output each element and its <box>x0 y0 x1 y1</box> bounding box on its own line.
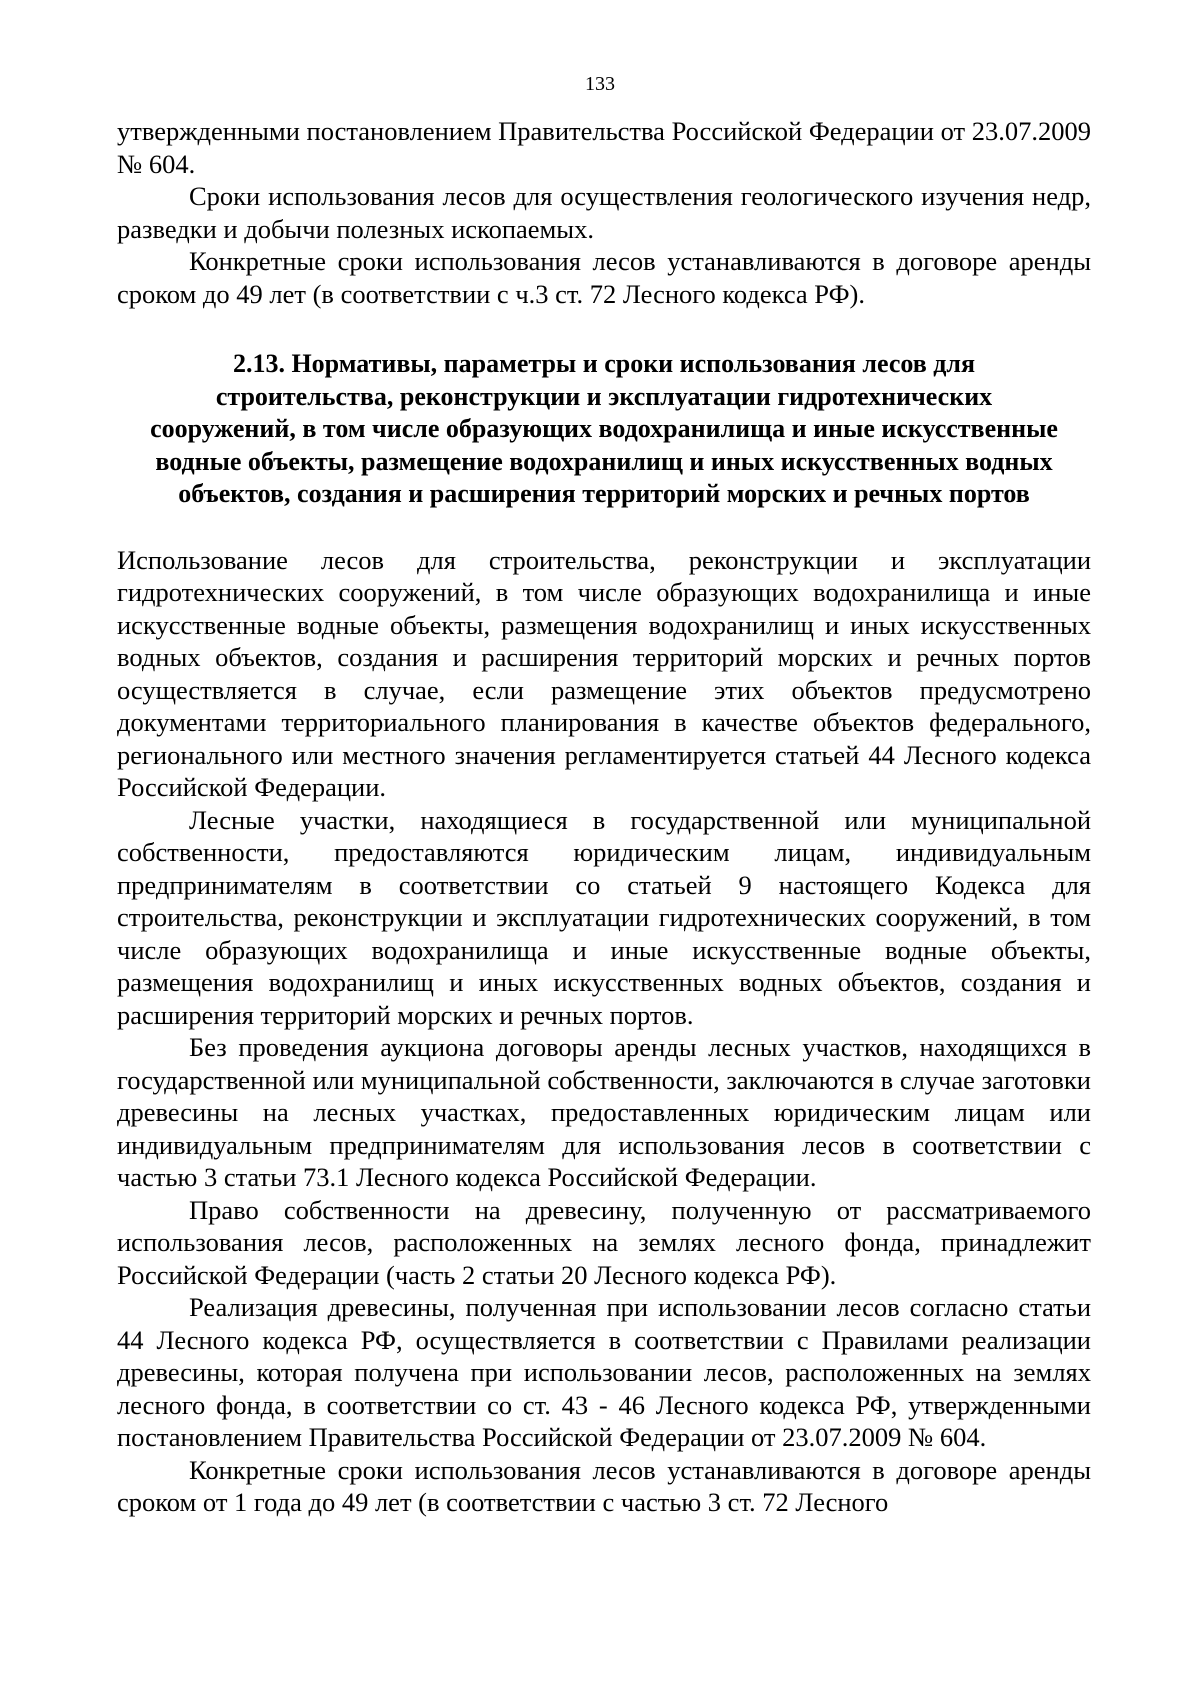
paragraph: Реализация древесины, полученная при использовании лесов согласно статьи 44 Лесного кодекса РФ, осуществляется в соответствии с Правилами реализации древесины, которая получена при использовании лесов, расположенных на землях лесного фонда, в соответствии со ст. 43 - 46 Лесного кодекса РФ, утвержденными постановлением Правительства Российской Федерации от 23.07.2009 № 604. <box>117 1292 1091 1452</box>
paragraph: утвержденными постановлением Правительства Российской Федерации от 23.07.2009 № 604. <box>117 116 1091 179</box>
paragraph: Право собственности на древесину, полученную от рассматриваемого использования лесов, расположенных на землях лесного фонда, принадлежит Российской Федерации (часть 2 статьи 20 Лесного кодекса РФ). <box>117 1194 1091 1290</box>
paragraph: Конкретные сроки использования лесов устанавливаются в договоре аренды сроком до 49 лет (в соответствии с ч.3 ст. 72 Лесного кодекса РФ). <box>117 246 1091 309</box>
paragraph: Лесные участки, находящиеся в государственной или муниципальной собственности, предоставляются юридическим лицам, индивидуальным предпринимателям в соответствии со статьей 9 настоящего Кодекса для строительства, реконструкции и эксплуатации гидротехнических сооружений, в том числе образующих водохранилища и иные искусственные водные объекты, размещения водохранилищ и иных искусственных водных объектов, создания и расширения территорий морских и речных портов. <box>117 804 1091 1030</box>
paragraph: Без проведения аукциона договоры аренды лесных участков, находящихся в государственной или муниципальной собственности, заключаются в случае заготовки древесины на лесных участках, предоставленных юридическим лицам или индивидуальным предпринимателям для использования лесов в соответствии с частью 3 статьи 73.1 Лесного кодекса Российской Федерации. <box>117 1032 1091 1192</box>
page-text <box>117 115 1091 1519</box>
page-number: 133 <box>585 73 615 95</box>
section-heading: 2.13. Нормативы, параметры и сроки использования лесов для строительства, реконструкции и эксплуатации гидротехнических сооружений, в том числе образующих водохранилища и иные искусственные водные объекты, размещение водохранилищ и иных искусственных водных объектов, создания и расширения территорий морских и речных портов <box>150 349 1058 508</box>
paragraph: Использование лесов для строительства, реконструкции и эксплуатации гидротехнических сооружений, в том числе образующих водохранилища и иные искусственные водные объекты, размещения водохранилищ и иных искусственных водных объектов, создания и расширения территорий морских и речных портов осуществляется в случае, если размещение этих объектов предусмотрено документами территориального планирования в качестве объектов федерального, регионального или местного значения регламентируется статьей 44 Лесного кодекса Российской Федерации. <box>117 544 1091 802</box>
paragraph: Конкретные сроки использования лесов устанавливаются в договоре аренды сроком от 1 года до 49 лет (в соответствии с частью 3 ст. 72 Лесного <box>117 1454 1091 1517</box>
paragraph: Сроки использования лесов для осуществления геологического изучения недр, разведки и добычи полезных ископаемых. <box>117 181 1091 244</box>
